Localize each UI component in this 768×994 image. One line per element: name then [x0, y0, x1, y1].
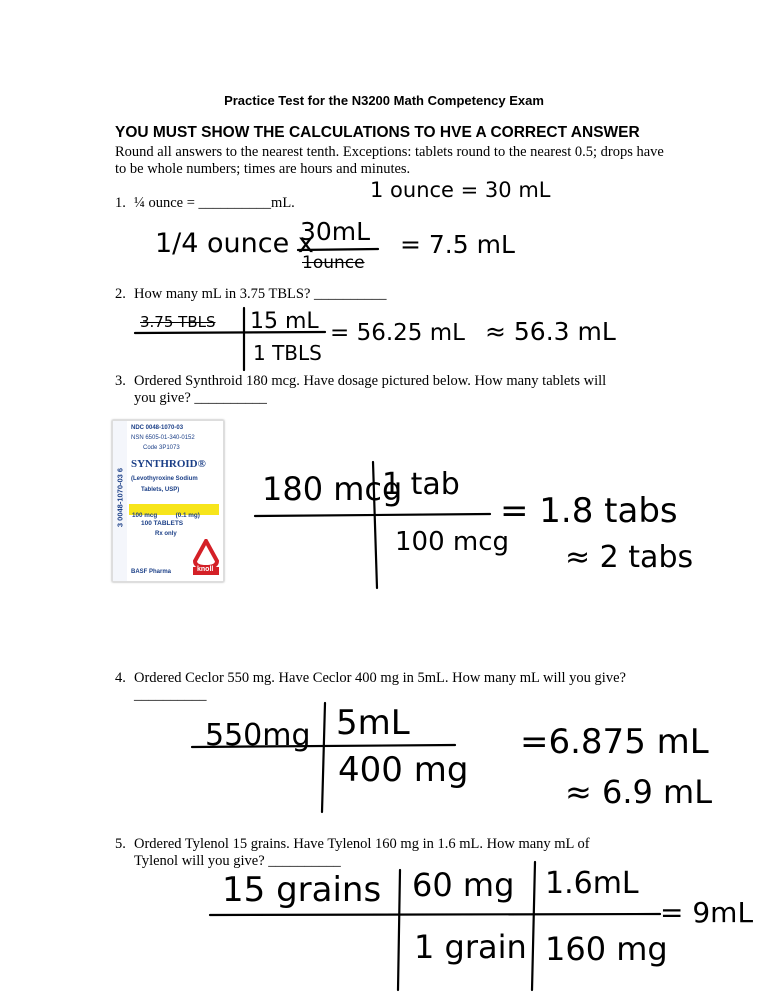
handwritten-result: = 9mL	[660, 896, 754, 929]
handwritten-result: = 56.25 mL	[330, 320, 465, 346]
handwritten-denominator: 100 mcg	[395, 527, 510, 557]
handwritten-rounded: ≈ 6.9 mL	[565, 773, 713, 811]
label-brand: SYNTHROID®	[131, 458, 206, 470]
handwritten-denominator: 1 TBLS	[253, 341, 322, 365]
warning-heading: YOU MUST SHOW THE CALCULATIONS TO HVE A CORRECT ANSWER	[115, 124, 640, 141]
question-number: 5.	[115, 836, 126, 852]
handwritten-numerator: 30mL	[300, 217, 371, 246]
handwritten-left-term: 3.75 TBLS	[140, 313, 216, 331]
handwritten-denominator: 1ounce	[302, 253, 365, 273]
label-generic-line2: Tablets, USP)	[141, 487, 180, 493]
q4-divider	[322, 703, 325, 812]
question-text-line2: __________	[134, 687, 207, 703]
handwritten-numerator: 1 tab	[382, 467, 460, 502]
page-title: Practice Test for the N3200 Math Competency Exam	[224, 93, 544, 108]
question-text-line2: Tylenol will you give? __________	[134, 853, 341, 869]
q5-fraction-bar	[210, 914, 660, 915]
question-number: 4.	[115, 670, 126, 686]
handwritten-note: 1 ounce = 30 mL	[370, 178, 551, 202]
knoll-logo-text: knoll	[197, 566, 214, 573]
handwritten-left-term: 180 mcg	[262, 470, 403, 508]
question-text: Ordered Ceclor 550 mg. Have Ceclor 400 mg in 5mL. How many mL will you give?	[134, 670, 626, 686]
handwritten-numerator: 5mL	[336, 703, 410, 743]
q3-fraction-bar	[255, 514, 490, 516]
instructions-text: Round all answers to the nearest tenth. Exceptions: tablets round to the nearest 0.5; drops have to be whole numbers; times are hours and minutes.	[115, 144, 664, 177]
label-count: 100 TABLETS	[141, 520, 184, 527]
label-generic-line1: (Levothyroxine Sodium	[131, 476, 198, 482]
handwritten-result: = 1.8 tabs	[500, 491, 678, 531]
handwritten-left-term: 550mg	[205, 718, 311, 753]
question-text: How many mL in 3.75 TBLS? __________	[134, 286, 387, 302]
handwritten-left-term: 15 grains	[222, 870, 382, 910]
label-strength-mg: (0.1 mg)	[175, 512, 200, 519]
question-text: Ordered Tylenol 15 grains. Have Tylenol 160 mg in 1.6 mL. How many mL of	[134, 836, 590, 852]
label-maker: BASF Pharma	[131, 569, 172, 575]
question-number: 1.	[115, 195, 126, 211]
handwritten-denominator: 400 mg	[338, 750, 469, 790]
handwritten-numerator: 15 mL	[250, 309, 319, 334]
question-number: 2.	[115, 286, 126, 302]
handwritten-result: =6.875 mL	[520, 722, 709, 762]
handwritten-rounded: ≈ 56.3 mL	[485, 317, 616, 346]
label-strength-mcg: 100 mcg	[132, 512, 158, 519]
q2-fraction-bar	[135, 332, 325, 333]
label-ndc: NDC 0048-1070-03	[131, 425, 184, 431]
handwritten-numerator-2: 1.6mL	[545, 866, 639, 901]
q5-divider-1	[398, 870, 400, 990]
label-side-code: 3 0048-1070-03 6	[115, 467, 125, 528]
handwritten-denominator-1: 1 grain	[414, 928, 527, 966]
label-nsn: NSN 6505-01-340-0152	[131, 435, 195, 441]
handwritten-rounded: ≈ 2 tabs	[565, 540, 694, 575]
handwritten-denominator-2: 160 mg	[545, 930, 668, 968]
question-text-line2: you give? __________	[134, 390, 267, 406]
question-text: ¼ ounce = __________mL.	[134, 195, 295, 211]
handwritten-left-term: 1/4 ounce x	[155, 228, 314, 259]
question-text: Ordered Synthroid 180 mcg. Have dosage pictured below. How many tablets will	[134, 373, 607, 389]
label-rx: Rx only	[155, 531, 177, 537]
q5-divider-2	[532, 862, 535, 990]
q1-fraction-bar	[298, 249, 378, 250]
label-code: Code 3P1073	[143, 445, 180, 451]
handwritten-numerator-1: 60 mg	[412, 866, 515, 904]
q3-divider	[373, 462, 377, 588]
question-number: 3.	[115, 373, 126, 389]
handwritten-result: = 7.5 mL	[400, 230, 515, 259]
